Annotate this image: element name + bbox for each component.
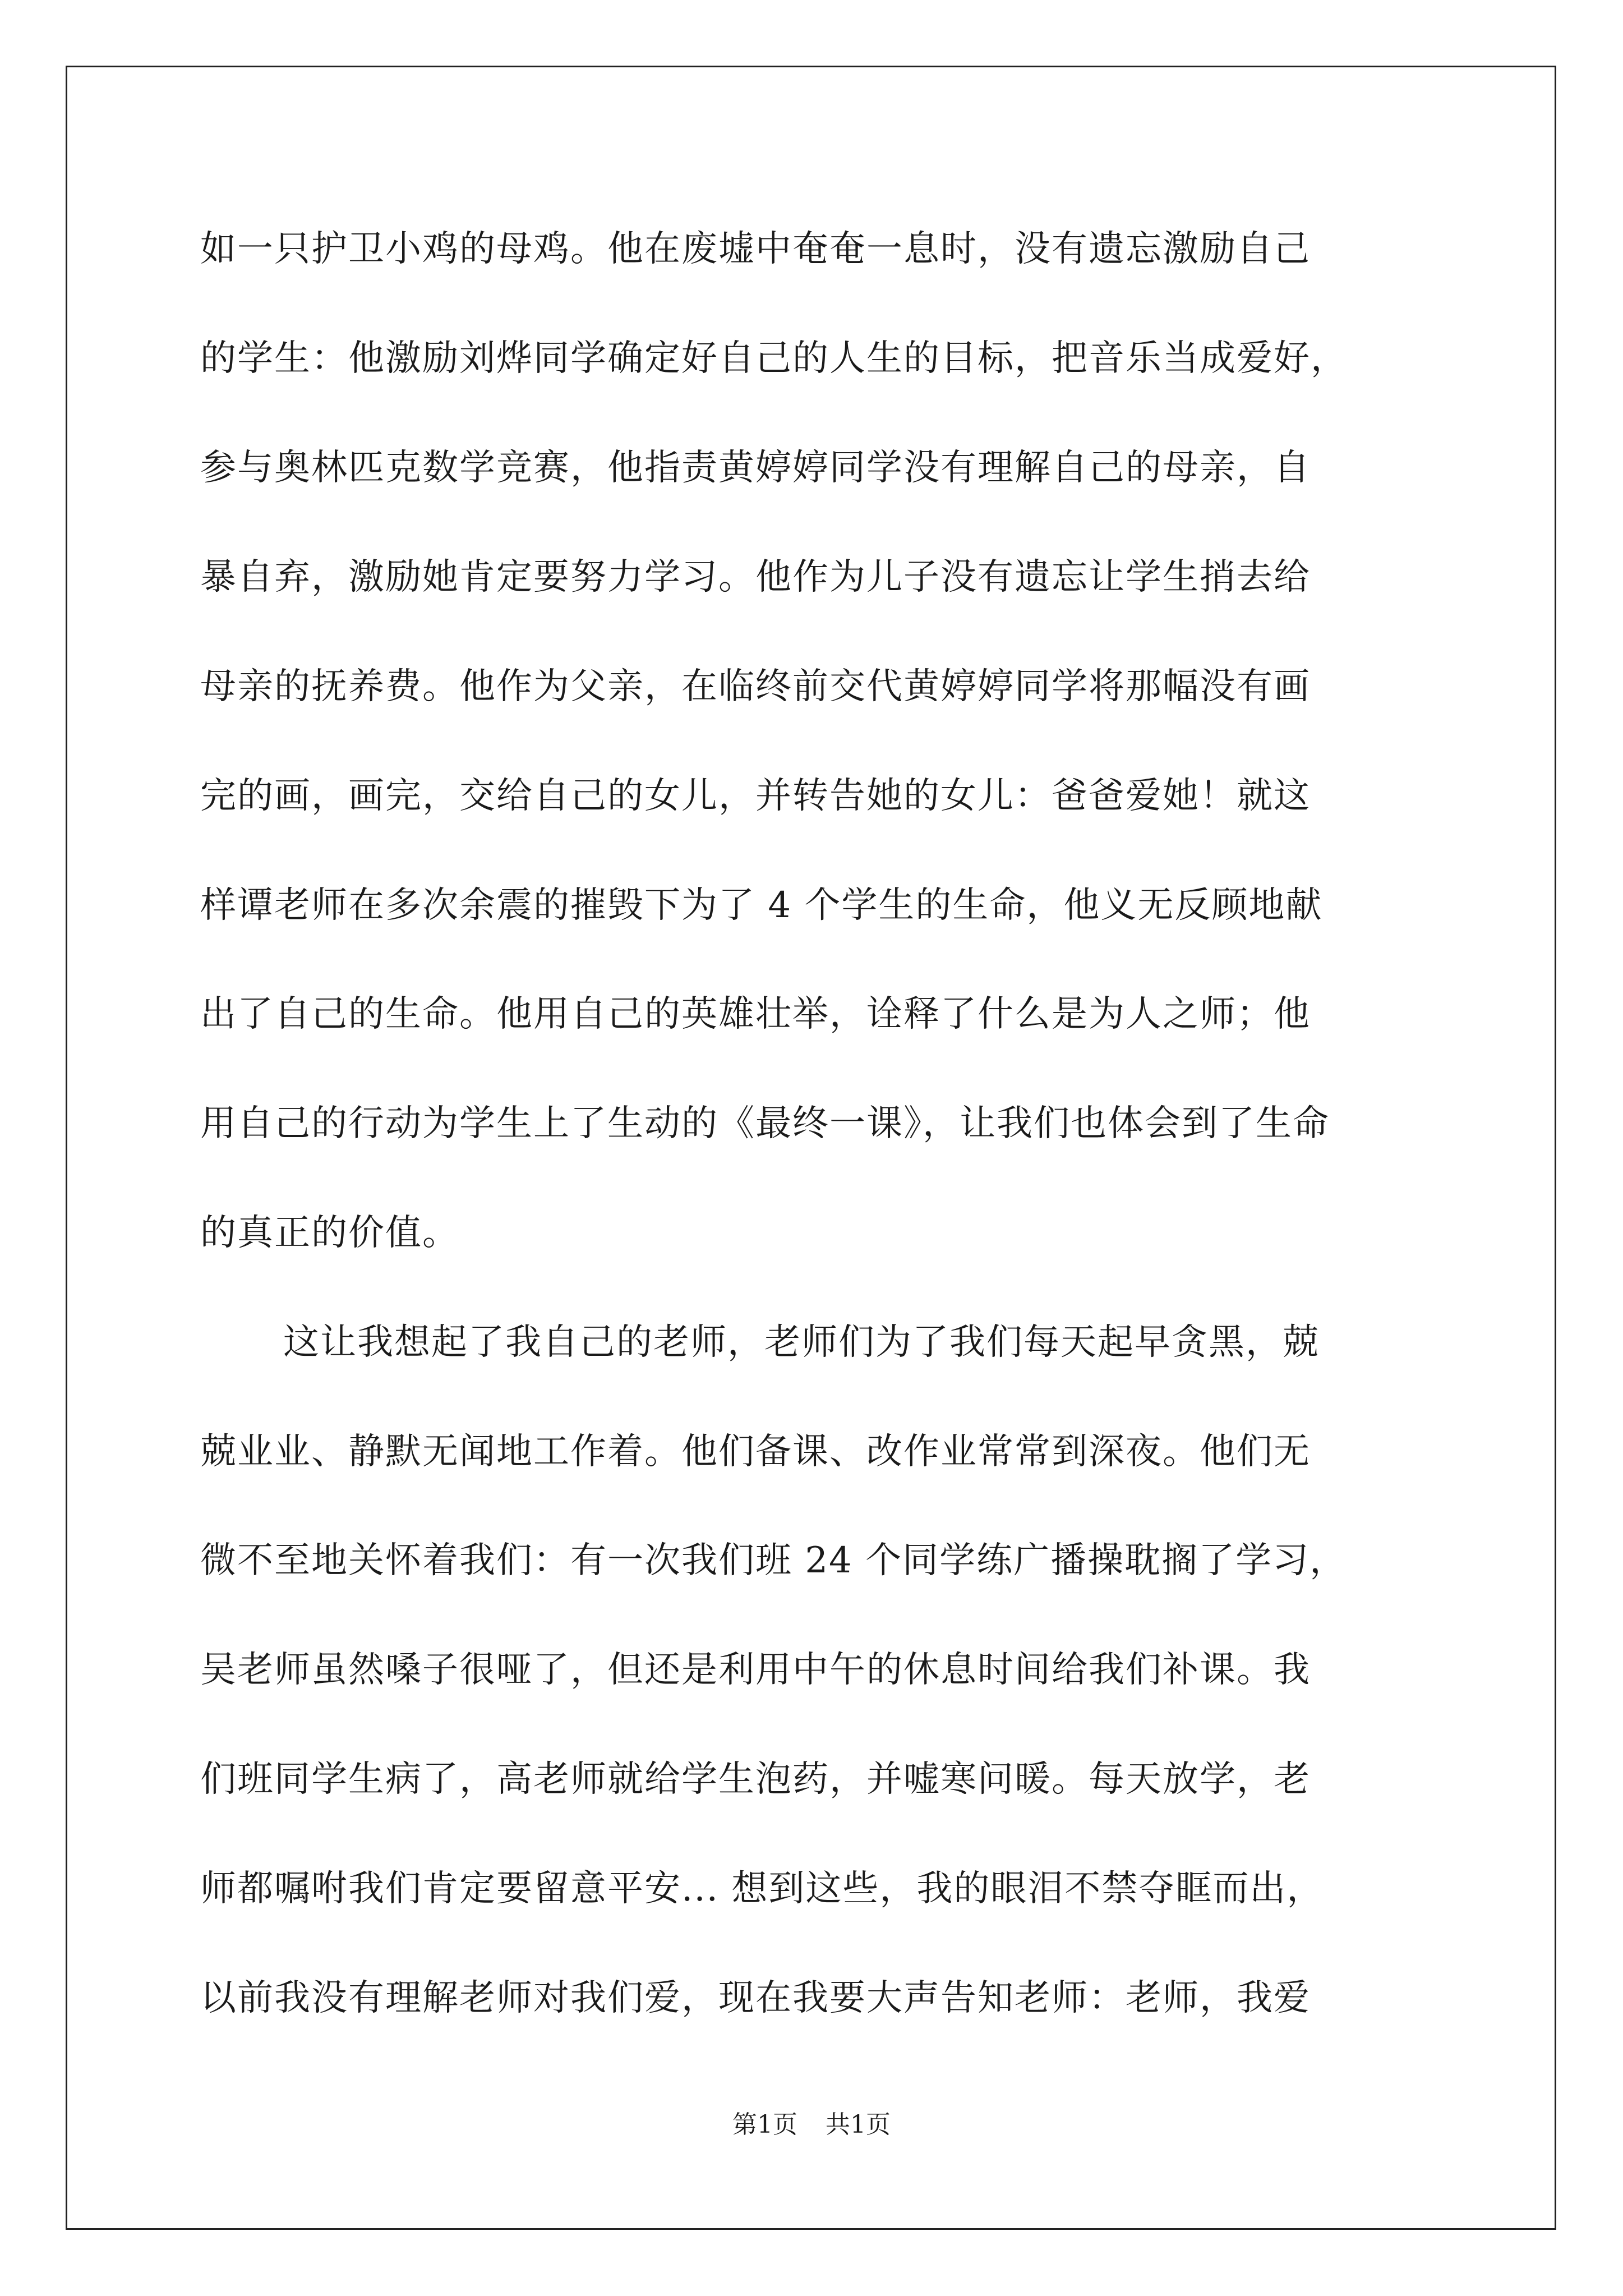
text-line: 师都嘱咐我们肯定要留意平安... 想到这些，我的眼泪不禁夺眶而出， [200,1868,1324,1910]
text-line: 暴自弃，激励她肯定要努力学习。他作为儿子没有遗忘让学生捎去给 [200,556,1311,598]
text-line: 出了自己的生命。他用自己的英雄壮举，诠释了什么是为人之师；他 [200,993,1311,1035]
text-line: 以前我没有理解老师对我们爱，现在我要大声告知老师：老师，我爱 [200,1977,1311,2019]
text-line: 样谭老师在多次余震的摧毁下为了 4 个学生的生命，他义无反顾地献 [200,885,1323,926]
text-line: 微不至地关怀着我们：有一次我们班 24 个同学练广播操耽搁了学习， [200,1540,1347,1581]
text-line: 们班同学生病了，高老师就给学生泡药，并嘘寒问暖。每天放学，老 [200,1759,1311,1800]
page-footer [0,2108,1623,2142]
page-number: 第1页 [732,2110,797,2139]
text-line: 的学生：他激励刘烨同学确定好自己的人生的目标，把音乐当成爱好， [200,338,1348,379]
text-line: 完的画，画完，交给自己的女儿，并转告她的女儿：爸爸爱她！就这 [200,775,1311,817]
paragraph-start-line: 这让我想起了我自己的老师，老师们为了我们每天起早贪黑，兢 [283,1322,1320,1363]
text-line: 的真正的价值。 [200,1212,459,1254]
text-line: 如一只护卫小鸡的母鸡。他在废墟中奄奄一息时，没有遗忘激励自己 [200,228,1311,270]
text-line: 吴老师虽然嗓子很哑了，但还是利用中午的休息时间给我们补课。我 [200,1649,1311,1691]
text-line: 用自己的行动为学生上了生动的《最终一课》，让我们也体会到了生命 [200,1103,1330,1144]
page-total: 共1页 [826,2110,891,2139]
text-line: 兢业业、静默无闻地工作着。他们备课、改作业常常到深夜。他们无 [200,1431,1311,1473]
text-line: 母亲的抚养费。他作为父亲，在临终前交代黄婷婷同学将那幅没有画 [200,666,1311,707]
text-line: 参与奥林匹克数学竞赛，他指责黄婷婷同学没有理解自己的母亲，自 [200,447,1311,489]
